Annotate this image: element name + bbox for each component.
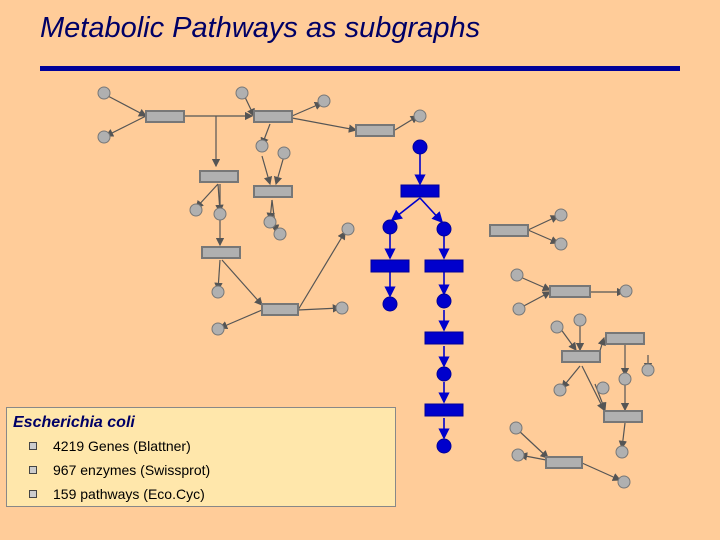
fact-item-enzymes [29, 462, 210, 478]
reaction-node [550, 286, 590, 297]
reaction-node [562, 351, 600, 362]
square-bullet-icon [29, 466, 37, 474]
pathway-reaction [371, 260, 409, 272]
reaction-node [262, 304, 298, 315]
fact-text: 4219 Genes (Blattner) [53, 438, 191, 454]
reaction-node [604, 411, 642, 422]
fact-item-pathways [29, 486, 205, 502]
organism-name: Escherichia coli [13, 414, 135, 431]
reaction-node [254, 111, 292, 122]
pathway-metabolite [383, 220, 397, 234]
reaction-node [146, 111, 184, 122]
pathway-metabolite [437, 294, 451, 308]
pathway-metabolite [437, 439, 451, 453]
reaction-node [200, 171, 238, 182]
pathway-metabolite [437, 367, 451, 381]
pathway-reaction [401, 185, 439, 197]
reaction-node [254, 186, 292, 197]
reaction-node [546, 457, 582, 468]
reaction-node [356, 125, 394, 136]
reaction-node [490, 225, 528, 236]
pathway-metabolite [383, 297, 397, 311]
pathway-metabolite [437, 222, 451, 236]
fact-item-genes [29, 438, 191, 454]
pathway-reaction [425, 260, 463, 272]
reaction-node [606, 333, 644, 344]
pathway-metabolite [413, 140, 427, 154]
organism-info-box [6, 407, 396, 507]
pathway-reaction [425, 404, 463, 416]
slide-title: Metabolic Pathways as subgraphs [40, 12, 481, 44]
fact-text: 967 enzymes (Swissprot) [53, 462, 211, 478]
fact-text: 159 pathways (Eco.Cyc) [53, 486, 205, 502]
pathway-reaction [425, 332, 463, 344]
square-bullet-icon [29, 490, 37, 498]
square-bullet-icon [29, 442, 37, 450]
reaction-node [202, 247, 240, 258]
